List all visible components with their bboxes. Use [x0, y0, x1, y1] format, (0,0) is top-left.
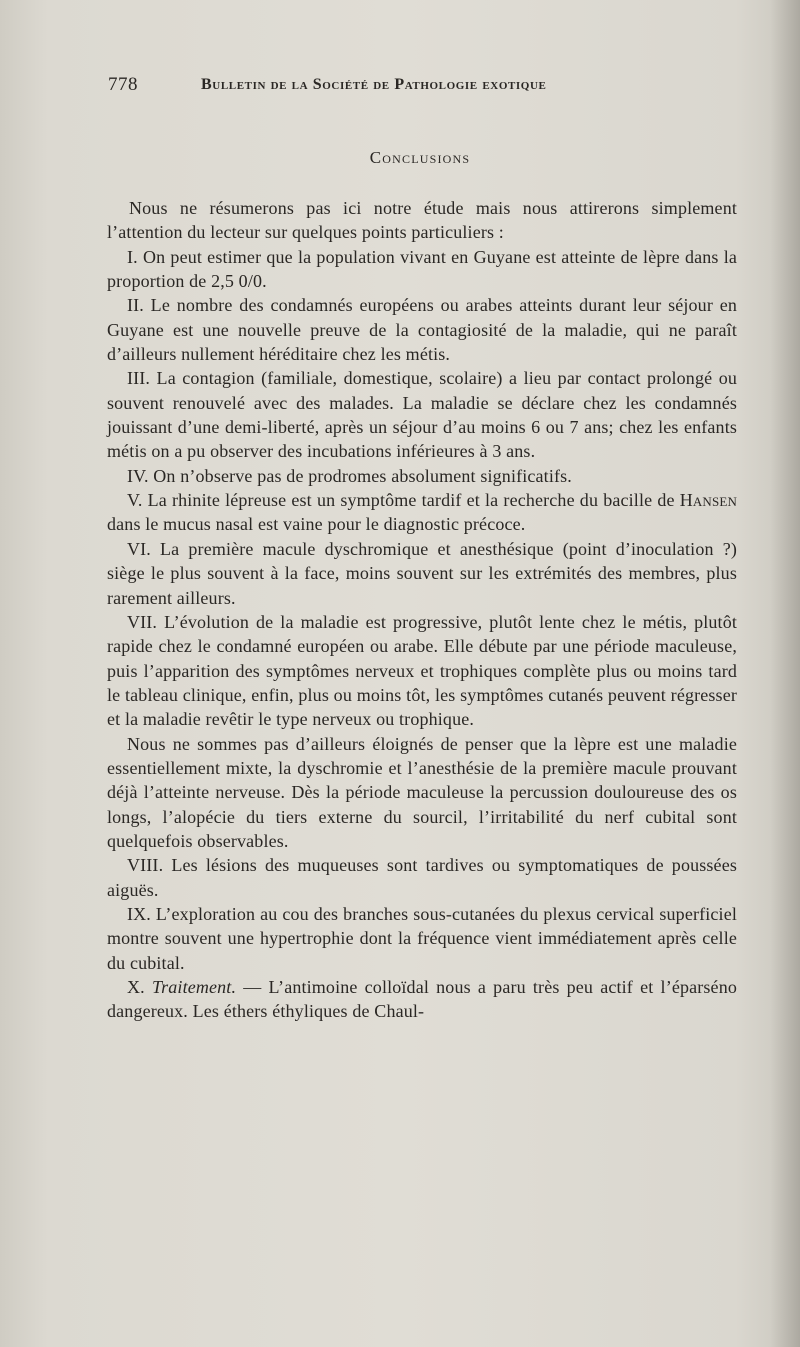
paragraph-point-1: I. On peut estimer que la population vivant en Guyane est atteinte de lèpre dans la proportion de 2,5 0/0. [107, 246, 737, 292]
body-text [107, 196, 737, 1024]
section-heading: Conclusions [369, 148, 471, 167]
paragraph-mixed-disease: Nous ne sommes pas d’ailleurs éloignés de penser que la lèpre est une maladie essentiellement mixte, la dyschromie et l’anesthésie de la première macule prouvant déjà l’atteinte nerveuse. Dès la période maculeuse la percussion douloureuse des os longs, l’alopécie du tiers externe du sourcil, l’irritabilité du nerf cubital sont quelquefois observables. [107, 733, 737, 851]
running-title: Bulletin de la Société de Pathologie exotique [201, 76, 547, 93]
author-name-hansen: Hansen [679, 490, 737, 511]
paragraph-point-9: IX. L’exploration au cou des branches sous-cutanées du plexus cervical superficiel montre souvent une hypertrophie dont la fréquence vient immédiatement après celle du cubital. [107, 903, 737, 973]
paragraph-point-7: VII. L’évolution de la maladie est progressive, plutôt lente chez le métis, plutôt rapide chez le condamné européen ou arabe. Elle débute par une période maculeuse, puis l’apparition des symptômes nerveux et trophiques complète plus ou moins tard le tableau clinique, enfin, plus ou moins tôt, les symptômes cutanés peuvent régresser et la maladie revêtir le type nerveux ou trophique. [107, 611, 737, 730]
paragraph-point-4: IV. On n’observe pas de prodromes absolument significatifs. [127, 465, 572, 486]
paragraph-point-10-number: X. [127, 977, 152, 997]
page-number: 778 [108, 74, 138, 95]
paragraph-point-6: VI. La première macule dyschromique et anesthésique (point d’inoculation ?) siège le plus souvent à la face, moins souvent sur les extrémités des membres, plus rarement ailleurs. [107, 538, 737, 608]
paragraph-intro: Nous ne résumerons pas ici notre étude mais nous attirerons simplement l’attention du lecteur sur quelques points particuliers : [107, 198, 737, 243]
paragraph-point-5-start: V. La rhinite lépreuse est un symptôme tardif et la recherche du bacille de [127, 490, 680, 511]
paragraph-point-10-text: — L’antimoine colloïdal nous a paru très peu actif et l’éparséno dangereux. Les éthers éthyliques de Chaul- [107, 977, 738, 1022]
paragraph-point-3: III. La contagion (familiale, domestique, scolaire) a lieu par contact prolongé ou souvent renouvelé avec des malades. La maladie se déclare chez les condamnés jouissant d’une demi-liberté, après un séjour d’au moins 6 ou 7 ans; chez les enfants métis on a pu observer des incubations inférieures à 3 ans. [107, 368, 737, 462]
treatment-heading: Traitement. [151, 977, 237, 997]
page-header [108, 74, 683, 104]
paragraph-point-8: VIII. Les lésions des muqueuses sont tardives ou symptomatiques de poussées aiguës. [107, 855, 737, 900]
paragraph-point-5-end: dans le mucus nasal est vaine pour le diagnostic précoce. [107, 514, 526, 535]
paragraph-point-10 [107, 975, 737, 1024]
paragraph-point-2: II. Le nombre des condamnés européens ou arabes atteints durant leur séjour en Guyane est une nouvelle preuve de la contagiosité de la maladie, qui ne paraît d’ailleurs nullement héréditaire chez les métis. [107, 295, 737, 365]
paragraph-point-5 [107, 488, 737, 537]
